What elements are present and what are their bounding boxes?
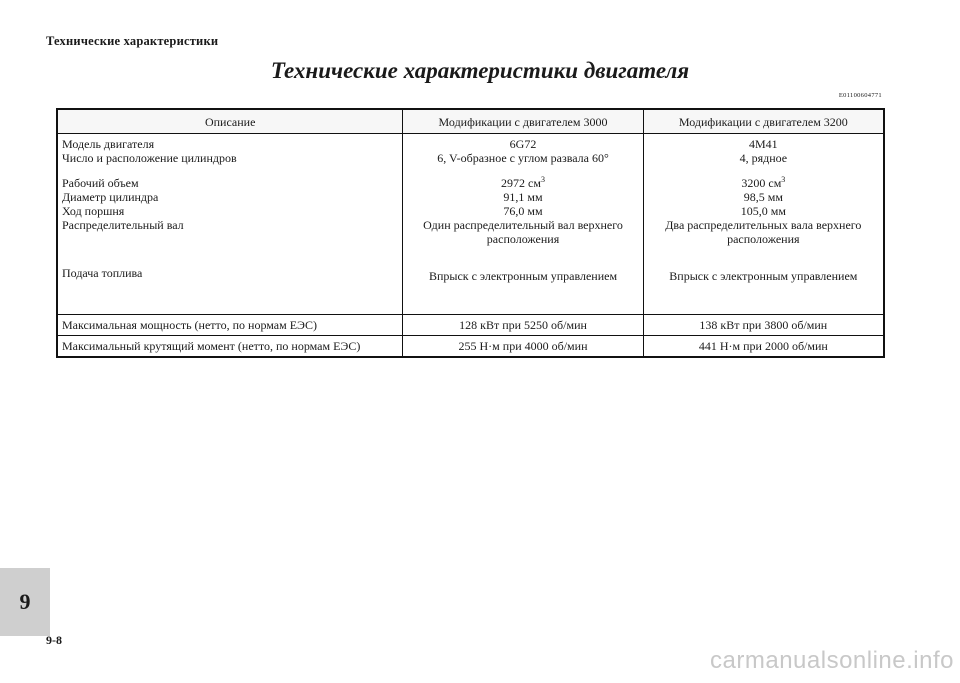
- desc-fuel: Подача топлива: [62, 266, 143, 280]
- cell-descriptions: [57, 134, 403, 315]
- e3000-fuel: Впрыск с электронным управлением: [428, 269, 618, 283]
- e3000-bore: 91,1 мм: [503, 190, 543, 204]
- chapter-tab: 9: [0, 568, 50, 636]
- desc-displacement: Рабочий объем: [62, 176, 139, 190]
- e3000-stroke: 76,0 мм: [503, 204, 543, 218]
- e3200-bore: 98,5 мм: [743, 190, 783, 204]
- document-code: E01100604771: [838, 92, 882, 99]
- torque-3000: 255 Н·м при 4000 об/мин: [403, 336, 643, 358]
- table-row-power: [57, 315, 884, 336]
- header-description: Описание: [57, 109, 403, 134]
- e3000-camshaft-2: расположения: [486, 232, 560, 246]
- cell-engine-3000: [403, 134, 643, 315]
- power-3000: 128 кВт при 5250 об/мин: [403, 315, 643, 336]
- e3200-cylinders: 4, рядное: [739, 151, 788, 165]
- table-row-main-specs: [57, 134, 884, 315]
- power-label: Максимальная мощность (нетто, по нормам ЕЭС): [57, 315, 403, 336]
- desc-camshaft: Распределительный вал: [62, 218, 184, 232]
- watermark: carmanualsonline.info: [710, 647, 954, 674]
- engine-spec-table: [56, 108, 885, 358]
- e3200-model: 4M41: [749, 137, 778, 151]
- cell-engine-3200: [643, 134, 884, 315]
- power-3200: 138 кВт при 3800 об/мин: [643, 315, 884, 336]
- desc-cylinders: Число и расположение цилиндров: [62, 151, 237, 165]
- e3200-camshaft-1: Два распределительных вала верхнего: [665, 218, 862, 232]
- desc-bore: Диаметр цилиндра: [62, 190, 159, 204]
- e3000-camshaft-1: Один распределительный вал верхнего: [423, 218, 623, 232]
- header-engine-3000: Модификации с двигателем 3000: [403, 109, 643, 134]
- e3200-displacement: 3200 $см^3$: [741, 175, 786, 190]
- desc-model: Модель двигателя: [62, 137, 155, 151]
- page-title: Технические характеристики двигателя: [270, 58, 690, 83]
- e3200-camshaft-2: расположения: [727, 232, 800, 246]
- header-engine-3200: Модификации с двигателем 3200: [643, 109, 884, 134]
- e3000-model: 6G72: [509, 137, 537, 151]
- desc-stroke: Ход поршня: [62, 204, 125, 218]
- e3000-displacement: 2972 $см^3$: [501, 175, 545, 190]
- page-number: 9-8: [46, 633, 62, 647]
- running-header: Технические характеристики: [46, 34, 219, 48]
- e3200-stroke: 105,0 мм: [740, 204, 786, 218]
- torque-3200: 441 Н·м при 2000 об/мин: [643, 336, 884, 358]
- e3000-cylinders: 6, V-образное с углом развала 60°: [437, 151, 609, 165]
- e3200-fuel: Впрыск с электронным управлением: [669, 269, 858, 283]
- table-row-torque: [57, 336, 884, 358]
- table-header-row: [57, 109, 884, 134]
- torque-label: Максимальный крутящий момент (нетто, по нормам ЕЭС): [57, 336, 403, 358]
